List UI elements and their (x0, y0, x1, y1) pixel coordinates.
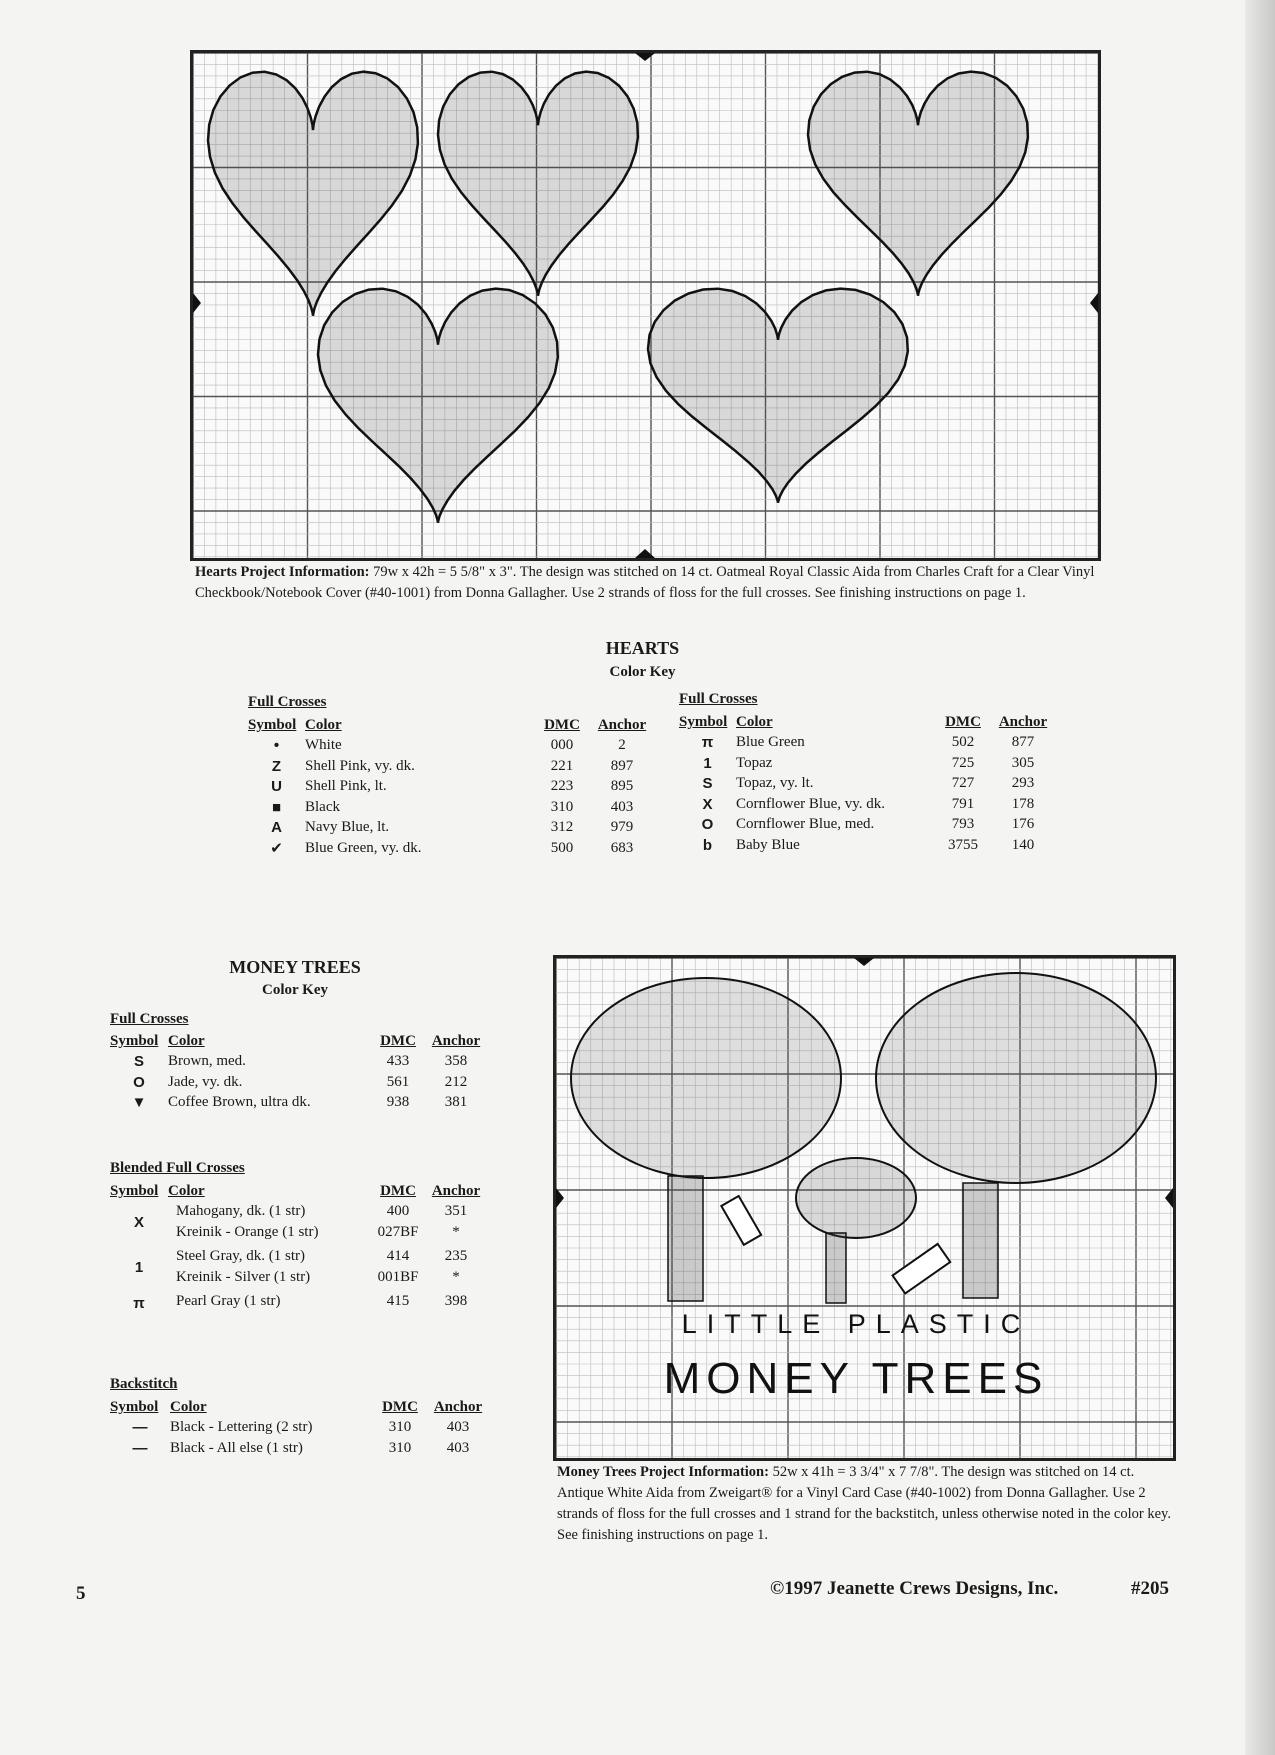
key-symbol: O (133, 1073, 145, 1091)
hearts-chart-grid (193, 53, 1098, 558)
money-blended-key (110, 1181, 489, 1312)
key-anchor: 2 (618, 737, 626, 754)
page-edge-shadow (1245, 0, 1275, 1755)
key-color-name: Cornflower Blue, vy. dk. (736, 795, 886, 812)
key-dmc: 310 (388, 1419, 412, 1436)
key-dmc: 561 (386, 1073, 410, 1090)
hearts-info-text: 79w x 42h = 5 5/8" x 3". The design was stitched on 14 ct. Oatmeal Royal Classic Aida from Charles Craft for a Clear Vinyl Checkbook/Notebook Cover (#40-1001) from Donna Gallagher. Use 2 strands of floss for the full crosses. See finishing instructions on page 1. (195, 564, 1095, 601)
key-dmc: 433 (386, 1053, 410, 1070)
col-symbol: Symbol (110, 1182, 159, 1199)
key-dmc: 793 (951, 816, 975, 833)
key-anchor: 979 (610, 819, 634, 836)
key-anchor: 176 (1011, 816, 1035, 833)
key-row (248, 736, 655, 757)
col-anchor: Anchor (431, 1182, 481, 1199)
money-info-label: Money Trees Project Information: (557, 1464, 769, 1480)
key-anchor: 895 (610, 778, 634, 795)
key-row (110, 1072, 489, 1093)
center-marker-right (1090, 293, 1098, 313)
key-dmc: 027BF (377, 1223, 419, 1240)
key-row (679, 794, 1056, 815)
col-color: Color (305, 716, 342, 733)
key-anchor: 403 (610, 798, 634, 815)
key-anchor: 212 (444, 1073, 468, 1090)
money-full-crosses-label: Full Crosses (110, 1011, 189, 1027)
money-blended-label: Blended Full Crosses (110, 1160, 245, 1176)
col-anchor: Anchor (597, 716, 647, 733)
key-dmc: 400 (386, 1203, 410, 1220)
key-color-name: Black - All else (1 str) (170, 1439, 303, 1456)
key-symbol: π (133, 1295, 145, 1312)
booklet-number: #205 (1131, 1578, 1169, 1599)
key-dmc: 791 (951, 795, 975, 812)
key-dmc: 221 (550, 757, 574, 774)
key-anchor: 305 (1011, 754, 1035, 771)
hearts-title: HEARTS (605, 638, 680, 658)
col-symbol: Symbol (679, 713, 728, 730)
tree-middle-canopy (796, 1158, 916, 1238)
key-dmc: 415 (386, 1293, 410, 1310)
col-anchor: Anchor (433, 1398, 483, 1415)
key-anchor: 358 (444, 1053, 468, 1070)
key-color-name: Jade, vy. dk. (168, 1073, 243, 1090)
key-symbol: S (702, 775, 713, 793)
key-color-name: Kreinik - Orange (1 str) (176, 1223, 319, 1240)
key-anchor: 897 (610, 757, 634, 774)
money-title: MONEY TREES (229, 957, 361, 977)
key-row (248, 818, 655, 839)
center-marker-top (635, 53, 655, 61)
money-full-key (110, 1031, 489, 1113)
key-row (248, 777, 655, 798)
chart-lettering-line2: MONEY TREES (663, 1354, 1049, 1403)
key-anchor: 351 (444, 1203, 468, 1220)
money-info-text: 52w x 41h = 3 3/4" x 7 7/8". The design was stitched on 14 ct. Antique White Aida from Zweigart® for a Vinyl Card Case (#40-1002) from Donna Gallagher. Use 2 strands of floss for the full crosses and 1 strand for the backstitch, unless otherwise noted in the color key. See finishing instructions on page 1. (557, 1464, 1171, 1543)
money-project-info (557, 1462, 1182, 1546)
key-symbol: — (132, 1439, 148, 1457)
col-dmc: DMC (544, 716, 580, 733)
key-symbol: • (273, 737, 280, 755)
key-color-name: Black (305, 798, 340, 815)
col-color: Color (170, 1398, 207, 1415)
key-color-name: Mahogany, dk. (1 str) (176, 1203, 306, 1220)
key-row (248, 838, 655, 859)
key-symbol: ✔ (270, 840, 283, 858)
key-row (248, 756, 655, 777)
key-color-name: Blue Green, vy. dk. (305, 839, 422, 856)
money-back-key (110, 1397, 491, 1459)
key-row (679, 753, 1056, 774)
key-anchor: 403 (446, 1419, 470, 1436)
key-anchor: 235 (444, 1248, 468, 1265)
key-color-name: Kreinik - Silver (1 str) (176, 1268, 311, 1285)
col-anchor: Anchor (998, 713, 1048, 730)
center-marker-left (193, 293, 201, 313)
key-dmc: 001BF (377, 1268, 419, 1285)
key-symbol: 1 (134, 1258, 144, 1276)
heart-1 (208, 72, 418, 316)
key-dmc: 414 (386, 1248, 410, 1265)
key-anchor: 398 (444, 1293, 468, 1310)
key-dmc: 3755 (948, 836, 978, 853)
key-anchor: 178 (1011, 795, 1035, 812)
key-dmc: 938 (386, 1094, 410, 1111)
center-marker-right (1165, 1188, 1173, 1208)
key-anchor: 293 (1011, 775, 1035, 792)
col-anchor: Anchor (431, 1032, 481, 1049)
key-anchor: 877 (1011, 734, 1035, 751)
key-anchor: 381 (444, 1094, 468, 1111)
center-marker-left (556, 1188, 564, 1208)
key-color-name: Brown, med. (168, 1053, 246, 1070)
card-right (893, 1244, 951, 1294)
heart-4 (318, 289, 558, 523)
key-color-name: Navy Blue, lt. (305, 819, 390, 836)
key-color-name: Black - Lettering (2 str) (170, 1419, 313, 1436)
col-symbol: Symbol (110, 1032, 159, 1049)
tree-middle-trunk (826, 1233, 846, 1303)
tree-left-canopy (571, 978, 841, 1178)
key-symbol: O (701, 816, 714, 834)
col-color: Color (168, 1182, 205, 1199)
key-color-name: Shell Pink, lt. (305, 778, 387, 795)
page-number: 5 (76, 1583, 86, 1604)
key-symbol: Z (271, 757, 282, 775)
key-row (110, 1418, 491, 1439)
money-subtitle: Color Key (262, 982, 328, 998)
key-color-name: Baby Blue (736, 836, 800, 853)
key-color-name: Steel Gray, dk. (1 str) (176, 1248, 305, 1265)
key-dmc: 500 (550, 839, 574, 856)
col-dmc: DMC (380, 1182, 416, 1199)
key-symbol: 1 (703, 754, 712, 772)
key-color-name: Pearl Gray (1 str) (176, 1293, 281, 1310)
key-anchor: * (452, 1223, 460, 1240)
hearts-key-right (679, 712, 1056, 856)
key-row (679, 835, 1056, 856)
col-dmc: DMC (382, 1398, 418, 1415)
tree-right-canopy (876, 973, 1156, 1183)
key-symbol: π (701, 734, 714, 752)
copyright: ©1997 Jeanette Crews Designs, Inc. (770, 1578, 1059, 1599)
key-row (110, 1292, 489, 1313)
center-marker-bottom (635, 549, 655, 558)
money-trees-chart (553, 955, 1176, 1461)
key-anchor: 140 (1011, 836, 1035, 853)
key-row (110, 1438, 491, 1459)
key-dmc: 502 (951, 734, 975, 751)
key-symbol: A (271, 819, 282, 837)
key-color-name: Topaz (736, 754, 773, 771)
key-symbol: X (133, 1213, 144, 1231)
key-color-name: Cornflower Blue, med. (736, 816, 875, 833)
key-row (110, 1247, 489, 1268)
col-symbol: Symbol (110, 1398, 159, 1415)
key-dmc: 000 (550, 737, 574, 754)
hearts-full-crosses-label-right: Full Crosses (679, 691, 758, 707)
key-dmc: 725 (951, 754, 975, 771)
chart-lettering-line1: LITTLE PLASTIC (681, 1309, 1031, 1339)
key-symbol: ▼ (131, 1094, 147, 1112)
col-dmc: DMC (945, 713, 981, 730)
key-color-name: White (305, 737, 342, 754)
key-row (679, 733, 1056, 754)
hearts-project-info (195, 562, 1095, 604)
money-trees-chart-grid (556, 958, 1173, 1458)
key-anchor: 683 (610, 839, 634, 856)
key-row (110, 1052, 489, 1073)
key-row (679, 774, 1056, 795)
key-symbol: b (702, 836, 713, 854)
card-left (721, 1196, 761, 1245)
tree-left-trunk (668, 1176, 703, 1301)
money-backstitch-label: Backstitch (110, 1376, 178, 1392)
key-dmc: 727 (951, 775, 975, 792)
col-color: Color (168, 1032, 205, 1049)
col-dmc: DMC (380, 1032, 416, 1049)
key-color-name: Blue Green (736, 734, 805, 751)
col-symbol: Symbol (248, 716, 297, 733)
key-symbol: S (133, 1053, 144, 1071)
center-marker-top (854, 958, 874, 966)
hearts-info-label: Hearts Project Information: (195, 564, 370, 580)
key-symbol: X (702, 795, 713, 813)
key-symbol: ■ (271, 798, 282, 816)
hearts-chart (190, 50, 1101, 561)
key-anchor: 403 (446, 1439, 470, 1456)
key-row (110, 1202, 489, 1223)
tree-right-trunk (963, 1183, 998, 1298)
key-row (248, 797, 655, 818)
key-symbol: — (132, 1419, 148, 1437)
key-color-name: Coffee Brown, ultra dk. (168, 1094, 311, 1111)
col-color: Color (736, 713, 773, 730)
key-dmc: 312 (550, 819, 574, 836)
key-dmc: 223 (550, 778, 574, 795)
key-anchor: * (452, 1268, 460, 1285)
key-color-name: Topaz, vy. lt. (736, 775, 814, 792)
key-row (110, 1093, 489, 1114)
key-color-name: Shell Pink, vy. dk. (305, 757, 415, 774)
hearts-full-crosses-label-left: Full Crosses (248, 694, 327, 710)
hearts-subtitle: Color Key (609, 664, 676, 680)
key-dmc: 310 (388, 1439, 412, 1456)
key-symbol: U (271, 778, 282, 796)
key-row (679, 815, 1056, 836)
key-dmc: 310 (550, 798, 574, 815)
hearts-key-left (248, 715, 655, 859)
